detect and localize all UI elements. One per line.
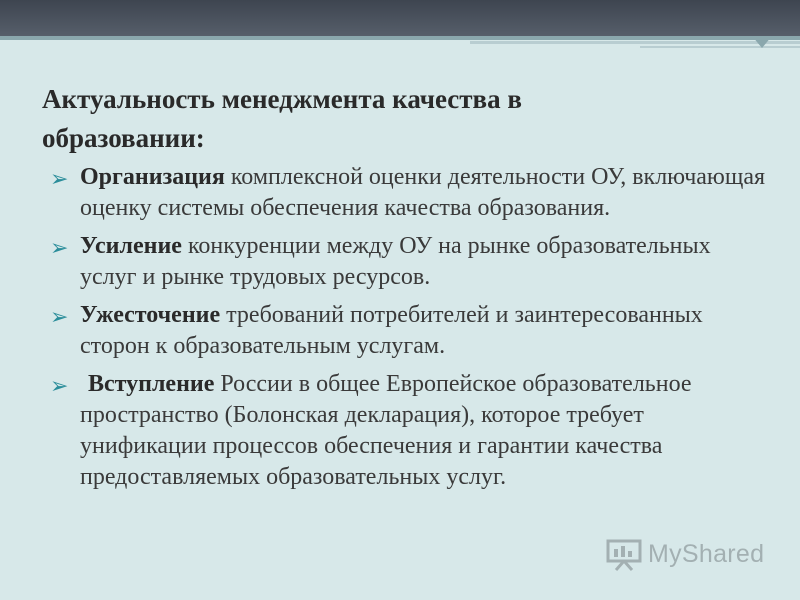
bullet-item-tightening <box>48 300 768 362</box>
bullet-text: требований потребителей и заинтересованных сторон к образовательным услугам. <box>80 302 703 359</box>
bullet-item-organization <box>48 162 768 224</box>
arrow-bullet-icon: ➢ <box>50 374 69 399</box>
bullet-text: комплексной оценки деятельности ОУ, включающая оценку системы обеспечения качества образования. <box>80 164 766 221</box>
bullet-lead: Ужесточение <box>80 302 221 328</box>
header-arrow-icon <box>752 36 772 48</box>
bullet-item-strengthening <box>48 231 768 293</box>
bullet-text: конкуренции между ОУ на рынке образовательных услуг и рынке трудовых ресурсов. <box>80 233 711 290</box>
arrow-bullet-icon: ➢ <box>50 167 69 192</box>
header-rule-short <box>640 46 800 48</box>
watermark <box>606 534 776 574</box>
bullet-lead: Организация <box>80 164 225 190</box>
slide-title: Актуальность менеджмента качества в образовании: <box>42 84 522 153</box>
header-rule <box>0 36 800 40</box>
arrow-bullet-icon: ➢ <box>50 236 69 261</box>
presentation-board-icon <box>606 537 642 571</box>
watermark-text: MyShared <box>648 539 765 568</box>
bullet-list <box>48 162 768 500</box>
header-rule-thin <box>470 41 800 44</box>
arrow-bullet-icon: ➢ <box>50 305 69 330</box>
bullet-text: России в общее Европейское образовательное пространство (Болонская декларация), которое требует унификации процессов обеспечения и гарантии качества предоставляемых образовательных услуг. <box>80 371 692 490</box>
bullet-item-accession <box>48 369 768 493</box>
top-banner <box>0 0 800 36</box>
bullet-lead: Вступление <box>88 371 215 397</box>
bullet-lead: Усиление <box>80 233 182 259</box>
